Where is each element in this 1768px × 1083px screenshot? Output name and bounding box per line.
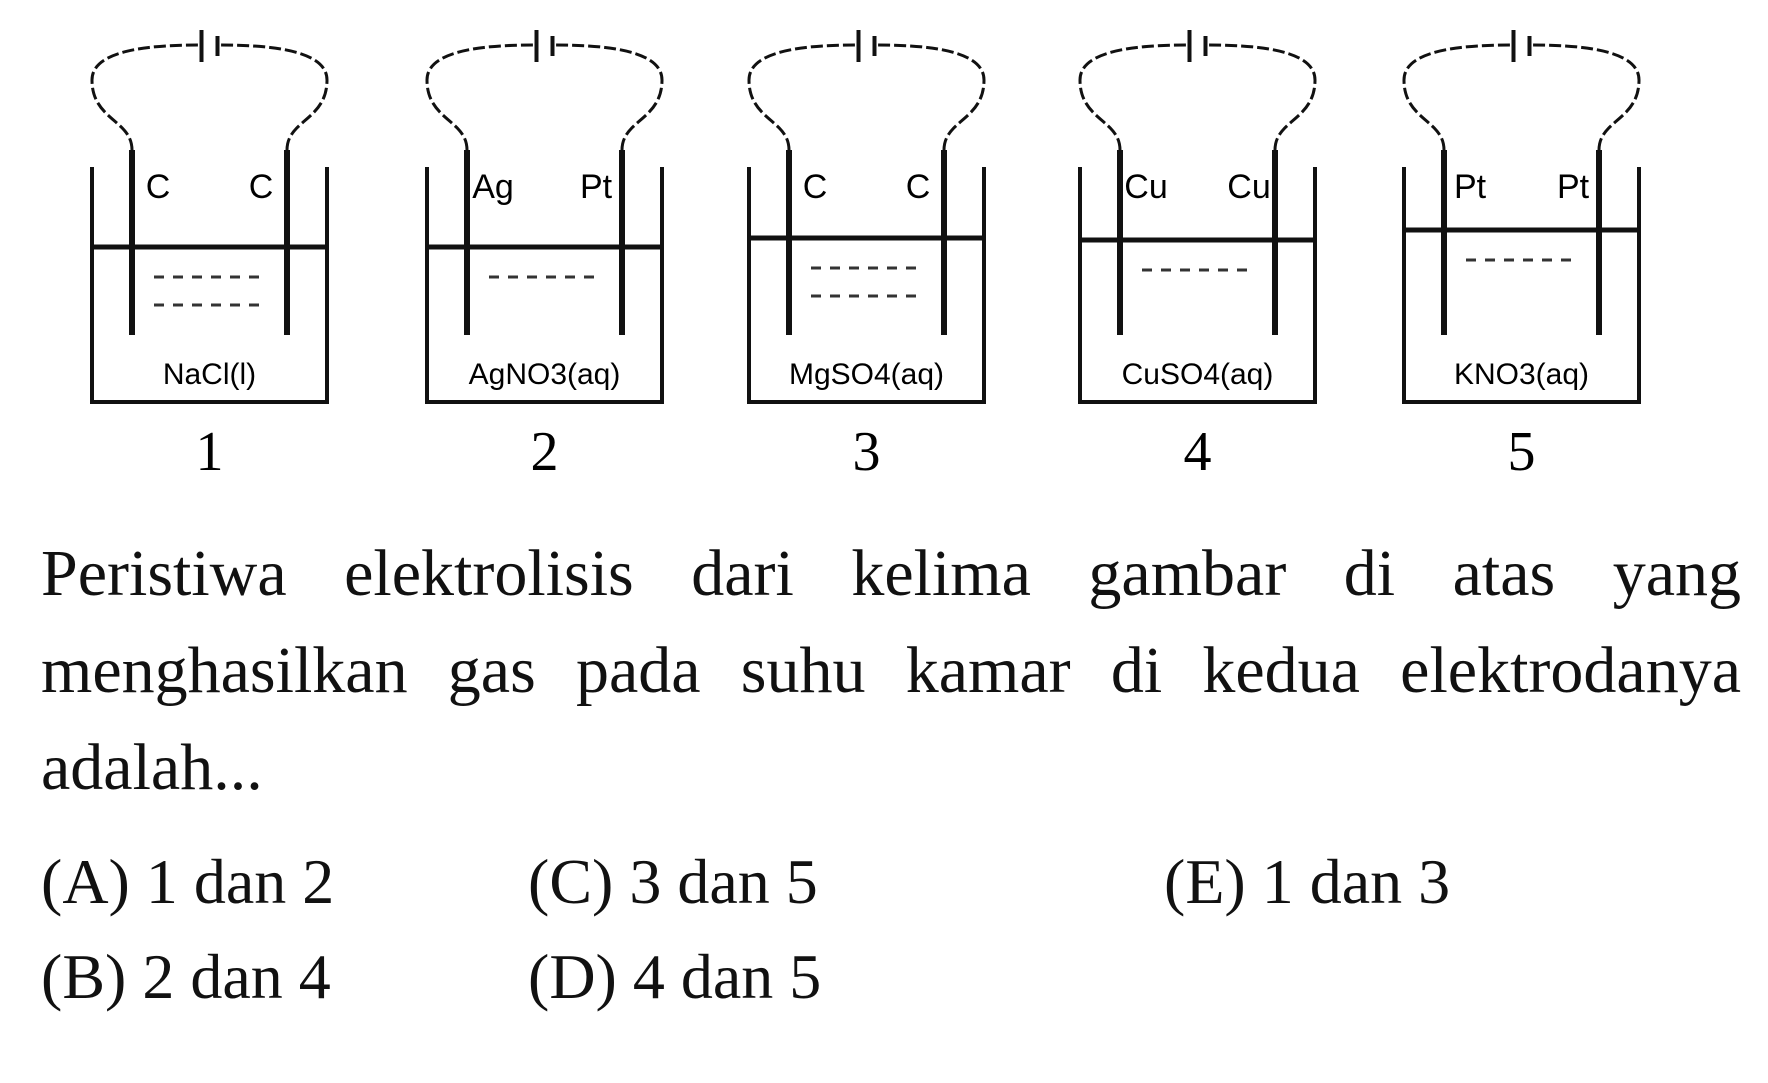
solution-label: NaCl(l) [162, 358, 257, 391]
left-electrode-label: Ag [472, 168, 514, 206]
electrolysis-cell-1 [92, 30, 327, 483]
wire-right [877, 45, 985, 150]
wire-left [1080, 45, 1188, 150]
wire-left [427, 45, 535, 150]
solution-label: MgSO4(aq) [788, 358, 945, 391]
option-c[interactable]: (C) 3 dan 5 [528, 846, 818, 917]
question-text: Peristiwa elektrolisis dari kelima gambar di atas yang menghasilkan gas pada suhu kamar di kedua elektrodanya adalah... [41, 537, 1741, 804]
solution-label: AgNO3(aq) [468, 358, 621, 391]
wire-right [1532, 45, 1640, 150]
right-electrode-label: Pt [1556, 168, 1590, 206]
wire-left [749, 45, 857, 150]
left-electrode-label: C [802, 168, 828, 206]
cell-number: 2 [530, 421, 559, 483]
left-electrode-label: Pt [1453, 168, 1487, 206]
cell-number: 3 [852, 421, 881, 483]
wire-left [92, 45, 200, 150]
option-d[interactable]: (D) 4 dan 5 [528, 941, 822, 1012]
electrolysis-cell-3 [749, 30, 984, 483]
option-b[interactable]: (B) 2 dan 4 [41, 941, 331, 1012]
electrolysis-cell-2 [427, 30, 662, 483]
right-electrode-label: Cu [1227, 168, 1271, 206]
right-electrode-label: Pt [579, 168, 613, 206]
electrolysis-cells-figure [0, 0, 1768, 500]
option-a[interactable]: (A) 1 dan 2 [41, 846, 335, 917]
right-electrode-label: C [905, 168, 931, 206]
wire-left [1404, 45, 1512, 150]
wire-right [555, 45, 663, 150]
solution-label: KNO3(aq) [1453, 358, 1590, 391]
left-electrode-label: Cu [1124, 168, 1168, 206]
solution-label: CuSO4(aq) [1121, 358, 1274, 391]
electrolysis-cell-4 [1080, 30, 1315, 483]
cell-number: 5 [1507, 421, 1536, 483]
wire-right [1208, 45, 1316, 150]
wire-right [220, 45, 328, 150]
cell-number: 4 [1183, 421, 1212, 483]
cell-number: 1 [195, 421, 224, 483]
option-e[interactable]: (E) 1 dan 3 [1164, 846, 1451, 917]
left-electrode-label: C [145, 168, 171, 206]
right-electrode-label: C [248, 168, 274, 206]
electrolysis-cell-5 [1404, 30, 1639, 483]
